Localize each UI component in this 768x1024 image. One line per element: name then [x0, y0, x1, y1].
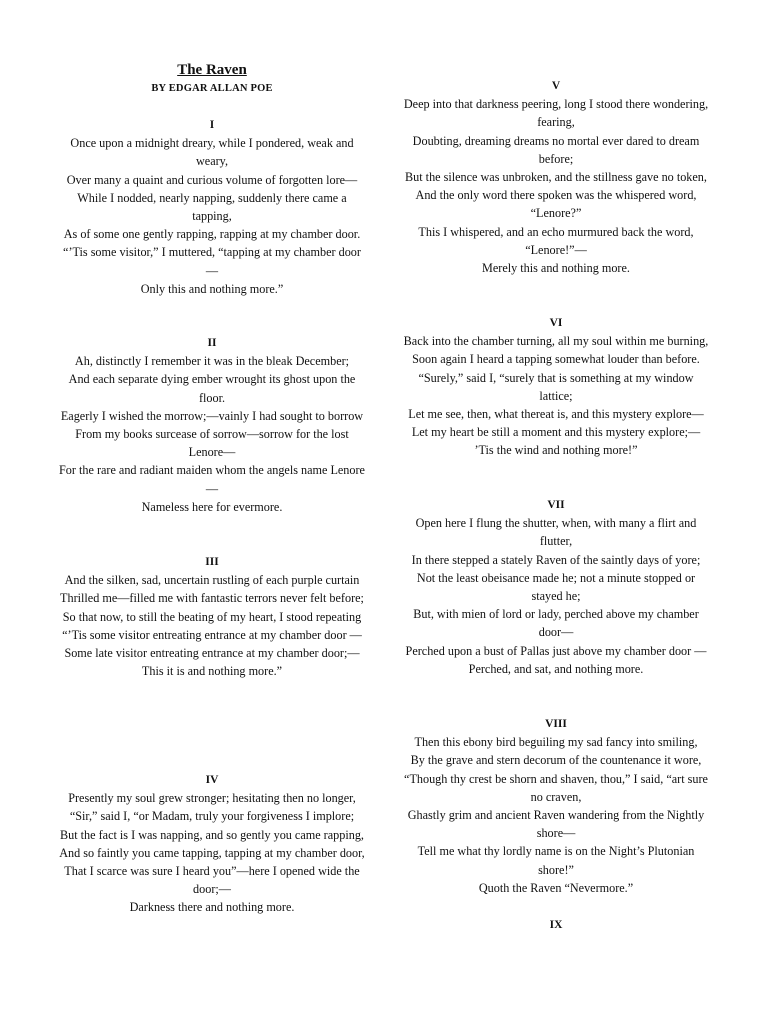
stanza — [58, 553, 366, 680]
stanza-line: Let my heart be still a moment and this mystery explore;— — [411, 425, 701, 440]
stanza-line: “Though thy crest be shorn and shaven, thou,” I said, “art sure no craven, — [404, 771, 708, 804]
stanza-line: “Surely,” said I, “surely that is something at my window lattice; — [418, 370, 694, 403]
stanza-line: And so faintly you came tapping, tapping at my chamber door, — [59, 845, 365, 860]
stanza-line: While I nodded, nearly napping, suddenly there came a tapping, — [77, 190, 347, 223]
stanza-numeral: VII — [547, 499, 565, 511]
stanza-line: Deep into that darkness peering, long I stood there wondering, fearing, — [403, 97, 709, 130]
stanza-numeral: VI — [549, 317, 563, 329]
stanza-line: ’Tis the wind and nothing more!” — [474, 443, 638, 458]
stanza-line: Doubting, dreaming dreams no mortal ever dared to dream before; — [412, 133, 700, 166]
stanza-line: Tell me what thy lordly name is on the Night’s Plutonian shore!” — [417, 844, 695, 877]
stanza-numeral: III — [205, 556, 219, 568]
stanza — [58, 334, 366, 516]
stanza-line: This I whispered, and an echo murmured back the word, “Lenore!”— — [418, 224, 694, 257]
stanza-line: Ghastly grim and ancient Raven wandering from the Nightly shore— — [407, 808, 705, 841]
stanza — [58, 771, 366, 917]
stanza-line: Over many a quaint and curious volume of forgotten lore— — [66, 172, 358, 187]
stanza-line: Let me see, then, what thereat is, and this mystery explore— — [408, 407, 704, 421]
stanza-numeral: VIII — [545, 718, 567, 730]
stanza-line: Nameless here for evermore. — [141, 499, 283, 514]
stanza-line: Then this ebony bird beguiling my sad fancy into smiling, — [414, 735, 698, 750]
stanza-line: “’Tis some visitor,” I muttered, “tapping at my chamber door— — [63, 245, 361, 278]
stanza-line: So that now, to still the beating of my heart, I stood repeating — [62, 609, 362, 624]
stanza-line: But, with mien of lord or lady, perched above my chamber door— — [413, 607, 699, 640]
stanza-line: And the silken, sad, uncertain rustling of each purple curtain — [64, 573, 360, 588]
stanza-line: Perched, and sat, and nothing more. — [468, 661, 644, 676]
stanza-line: By the grave and stern decorum of the countenance it wore, — [410, 753, 702, 768]
stanza-line: Quoth the Raven “Nevermore.” — [478, 880, 634, 895]
stanza-line: Thrilled me—filled me with fantastic terrors never felt before; — [60, 591, 364, 606]
stanza — [402, 496, 710, 678]
stanza-line: This it is and nothing more.” — [141, 664, 283, 679]
stanza-line: “Sir,” said I, “or Madam, truly your forgiveness I implore; — [69, 809, 355, 824]
stanza-line: Merely this and nothing more. — [482, 261, 630, 276]
stanza-numeral: II — [207, 337, 217, 349]
stanza-numeral: IX — [549, 919, 563, 931]
stanza-line: And the only word there spoken was the whispered word, “Lenore?” — [415, 188, 697, 221]
poem-byline: BY EDGAR ALLAN POE — [151, 83, 273, 94]
stanza-line: As of some one gently rapping, rapping at my chamber door. — [63, 227, 361, 242]
stanza-numeral: I — [209, 119, 215, 131]
stanza — [58, 116, 366, 298]
stanza-line: From my books surcease of sorrow—sorrow for the lost Lenore— — [75, 427, 349, 460]
stanza-numeral: IV — [205, 774, 219, 786]
stanza-line: Once upon a midnight dreary, while I pondered, weak and weary, — [70, 136, 354, 169]
stanza-line: Soon again I heard a tapping somewhat louder than before. — [412, 352, 700, 367]
stanza-line: And each separate dying ember wrought its ghost upon the floor. — [68, 372, 356, 405]
stanza-line: But the silence was unbroken, and the stillness gave no token, — [405, 170, 707, 184]
stanza-line: Perched upon a bust of Pallas just above my chamber door — — [405, 643, 707, 658]
stanza — [402, 314, 710, 460]
stanza — [402, 715, 710, 897]
stanza-line: Ah, distinctly I remember it was in the bleak December; — [74, 354, 350, 369]
poem-title: The Raven — [177, 62, 247, 78]
stanza — [402, 77, 710, 277]
stanza-line: That I scarce was sure I heard you”—here I opened wide the door;— — [64, 864, 360, 897]
stanza-line: Not the least obeisance made he; not a minute stopped or stayed he; — [416, 570, 696, 603]
stanza-numeral: V — [551, 80, 561, 92]
stanza-line: Some late visitor entreating entrance at my chamber door;— — [64, 646, 360, 660]
stanza-line: In there stepped a stately Raven of the saintly days of yore; — [411, 552, 701, 567]
stanza-line: Darkness there and nothing more. — [129, 900, 295, 915]
stanza-line: Back into the chamber turning, all my soul within me burning, — [403, 334, 709, 349]
stanza — [402, 916, 710, 934]
stanza-line: Presently my soul grew stronger; hesitating then no longer, — [68, 791, 356, 806]
stanza-line: Eagerly I wished the morrow;—vainly I had sought to borrow — [60, 408, 364, 423]
stanza-line: Only this and nothing more.” — [140, 281, 284, 296]
stanza-line: “’Tis some visitor entreating entrance at my chamber door — — [62, 627, 362, 642]
stanza-line: But the fact is I was napping, and so gently you came rapping, — [60, 827, 364, 842]
stanza-line: For the rare and radiant maiden whom the angels name Lenore— — [59, 463, 365, 496]
stanza-line: Open here I flung the shutter, when, with many a flirt and flutter, — [415, 516, 697, 549]
